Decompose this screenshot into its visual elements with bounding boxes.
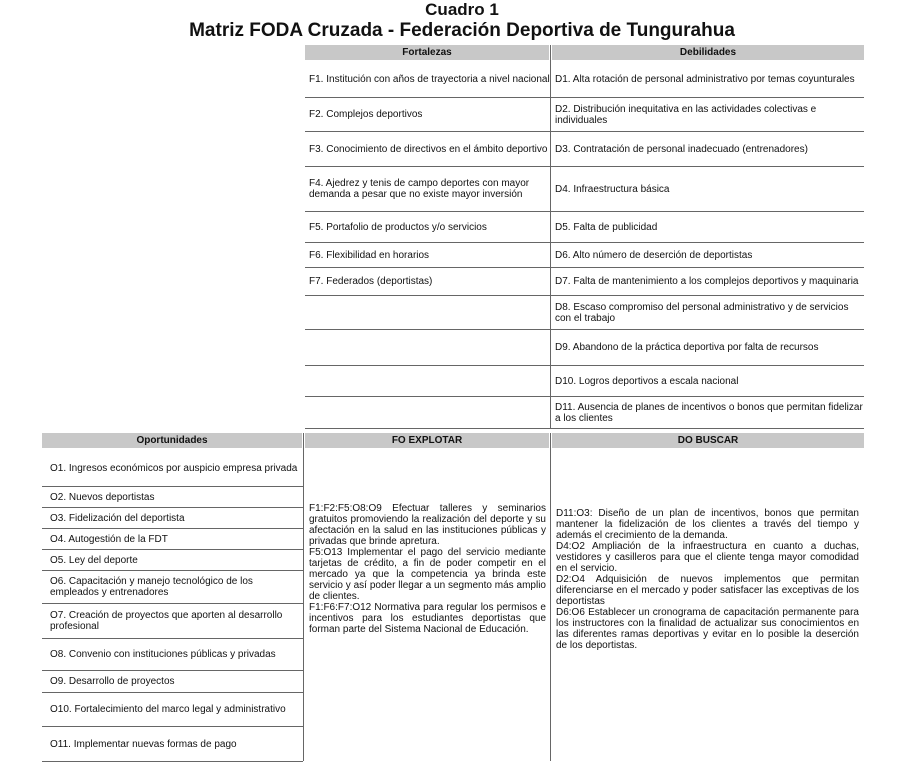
fortaleza-cell bbox=[305, 268, 550, 296]
oportunidad-cell bbox=[42, 571, 303, 604]
fortaleza-cell bbox=[305, 330, 550, 366]
oportunidad-cell bbox=[42, 693, 303, 727]
oportunidad-text: O4. Autogestión de la FDT bbox=[50, 533, 168, 545]
debilidad-text: D7. Falta de mantenimiento a los complejos deportivos y maquinaria bbox=[555, 276, 859, 287]
oportunidad-text: O8. Convenio con instituciones públicas y privadas bbox=[50, 649, 276, 660]
fortaleza-text: F7. Federados (deportistas) bbox=[309, 276, 433, 287]
debilidad-cell bbox=[551, 62, 864, 98]
oportunidad-text: O3. Fidelización del deportista bbox=[50, 512, 185, 524]
document-subtitle: Matriz FODA Cruzada - Federación Deportiva de Tungurahua bbox=[189, 20, 735, 41]
oportunidad-cell bbox=[42, 671, 303, 693]
fortaleza-cell bbox=[305, 366, 550, 397]
debilidad-text: D3. Contratación de personal inadecuado (entrenadores) bbox=[555, 143, 808, 155]
fortaleza-cell bbox=[305, 296, 550, 330]
oportunidad-text: O5. Ley del deporte bbox=[50, 554, 138, 566]
fortaleza-cell bbox=[305, 397, 550, 429]
fortaleza-cell bbox=[305, 62, 550, 98]
debilidad-cell bbox=[551, 330, 864, 366]
fortaleza-text: F6. Flexibilidad en horarios bbox=[309, 249, 430, 261]
divider-bottom-left bbox=[303, 433, 304, 761]
debilidad-text: D11. Ausencia de planes de incentivos o bonos que permitan fidelizar a los clientes bbox=[555, 401, 863, 424]
oportunidad-text: O7. Creación de proyectos que aporten al desarrollo profesional bbox=[50, 610, 283, 632]
do-strategy: D4:O2 Ampliación de la infraestructura en cuanto a duchas, vestidores y casilleros para que el cliente tenga mayor comodidad en el servicio. bbox=[556, 541, 859, 574]
debilidad-text: D2. Distribución inequitativa en las actividades colectivas e individuales bbox=[555, 103, 817, 126]
debilidad-cell bbox=[551, 268, 864, 296]
fortaleza-cell bbox=[305, 212, 550, 243]
fortaleza-text: F1. Institución con años de trayectoria a nivel nacional bbox=[309, 74, 550, 85]
fortaleza-cell bbox=[305, 132, 550, 167]
oportunidad-text: O6. Capacitación y manejo tecnológico de los empleados y entrenadores bbox=[50, 576, 253, 598]
oportunidad-cell bbox=[42, 604, 303, 639]
do-strategy: D6:O6 Establecer un cronograma de capacitación permanente para los instructores con la finalidad de actualizar sus conocimientos en las diferentes ramas deportivas y evitar en lo posible la deserción de los deportistas. bbox=[556, 607, 859, 651]
header-debilidades: Debilidades bbox=[552, 45, 864, 60]
debilidad-cell bbox=[551, 366, 864, 397]
fortaleza-text: F4. Ajedrez y tenis de campo deportes con mayor demanda a pesar que no existe mayor inversión bbox=[309, 178, 530, 200]
debilidad-text: D5. Falta de publicidad bbox=[555, 221, 658, 233]
header-oportunidades: Oportunidades bbox=[42, 433, 302, 448]
header-do-buscar: DO BUSCAR bbox=[552, 433, 864, 448]
debilidad-cell bbox=[551, 296, 864, 330]
oportunidad-text: O9. Desarrollo de proyectos bbox=[50, 676, 175, 687]
oportunidad-text: O11. Implementar nuevas formas de pago bbox=[50, 738, 237, 750]
debilidad-text: D10. Logros deportivos a escala nacional bbox=[555, 375, 739, 387]
fo-strategy: F1:F6:F7:O12 Normativa para regular los permisos e incentivos para los estudiantes deportistas que forman parte del Sistema Nacional de Educación. bbox=[309, 602, 546, 635]
oportunidad-cell bbox=[42, 550, 303, 571]
oportunidad-text: O10. Fortalecimiento del marco legal y administrativo bbox=[50, 704, 286, 715]
debilidad-text: D1. Alta rotación de personal administrativo por temas coyunturales bbox=[555, 74, 855, 85]
oportunidad-cell bbox=[42, 529, 303, 550]
debilidad-cell bbox=[551, 243, 864, 268]
fortaleza-text: F2. Complejos deportivos bbox=[309, 109, 423, 120]
oportunidad-text: O2. Nuevos deportistas bbox=[50, 491, 155, 503]
oportunidad-cell bbox=[42, 451, 303, 487]
oportunidad-cell bbox=[42, 508, 303, 529]
debilidad-cell bbox=[551, 397, 864, 429]
oportunidad-cell bbox=[42, 639, 303, 671]
debilidad-cell bbox=[551, 98, 864, 132]
debilidad-text: D4. Infraestructura básica bbox=[555, 183, 670, 195]
fo-strategies bbox=[309, 503, 546, 635]
do-strategy: D2:O4 Adquisición de nuevos implementos que permitan diferenciarse en el mercado y poder satisfacer las exceptivas de los deportistas bbox=[556, 574, 859, 607]
header-fo-explotar: FO EXPLOTAR bbox=[305, 433, 549, 448]
debilidad-text: D6. Alto número de deserción de deportistas bbox=[555, 249, 753, 261]
debilidad-text: D8. Escaso compromiso del personal administrativo y de servicios con el trabajo bbox=[555, 301, 849, 324]
fortaleza-cell bbox=[305, 243, 550, 268]
oportunidad-text: O1. Ingresos económicos por auspicio empresa privada bbox=[50, 463, 298, 474]
fortaleza-text: F3. Conocimiento de directivos en el ámbito deportivo bbox=[309, 143, 548, 155]
fortaleza-text: F5. Portafolio de productos y/o servicios bbox=[309, 221, 487, 233]
oportunidad-cell bbox=[42, 487, 303, 508]
fortaleza-cell bbox=[305, 167, 550, 212]
do-strategy: D11:O3: Diseño de un plan de incentivos, bonos que permitan mantener la fidelización de los clientes a través del tiempo y además el crecimiento de la demanda. bbox=[556, 508, 859, 541]
fortaleza-cell bbox=[305, 98, 550, 132]
oportunidad-cell bbox=[42, 727, 303, 762]
debilidad-text: D9. Abandono de la práctica deportiva por falta de recursos bbox=[555, 342, 819, 353]
document-title: Cuadro 1 bbox=[425, 0, 499, 19]
fo-strategy: F5:O13 Implementar el pago del servicio mediante tarjetas de crédito, a fin de poder competir en el mercado ya que la competencia ya brinda este servicio y así poder llegar a un segmento más amplio de clientes. bbox=[309, 547, 546, 602]
fo-strategy: F1:F2:F5:O8:O9 Efectuar talleres y seminarios gratuitos promoviendo la realización del deporte y su afectación en la salud en las instituciones públicas y privadas que brinde apretura. bbox=[309, 503, 546, 547]
do-strategies bbox=[556, 508, 859, 651]
divider-bottom-right bbox=[550, 433, 551, 761]
header-fortalezas: Fortalezas bbox=[305, 45, 549, 60]
debilidad-cell bbox=[551, 167, 864, 212]
debilidad-cell bbox=[551, 212, 864, 243]
debilidad-cell bbox=[551, 132, 864, 167]
